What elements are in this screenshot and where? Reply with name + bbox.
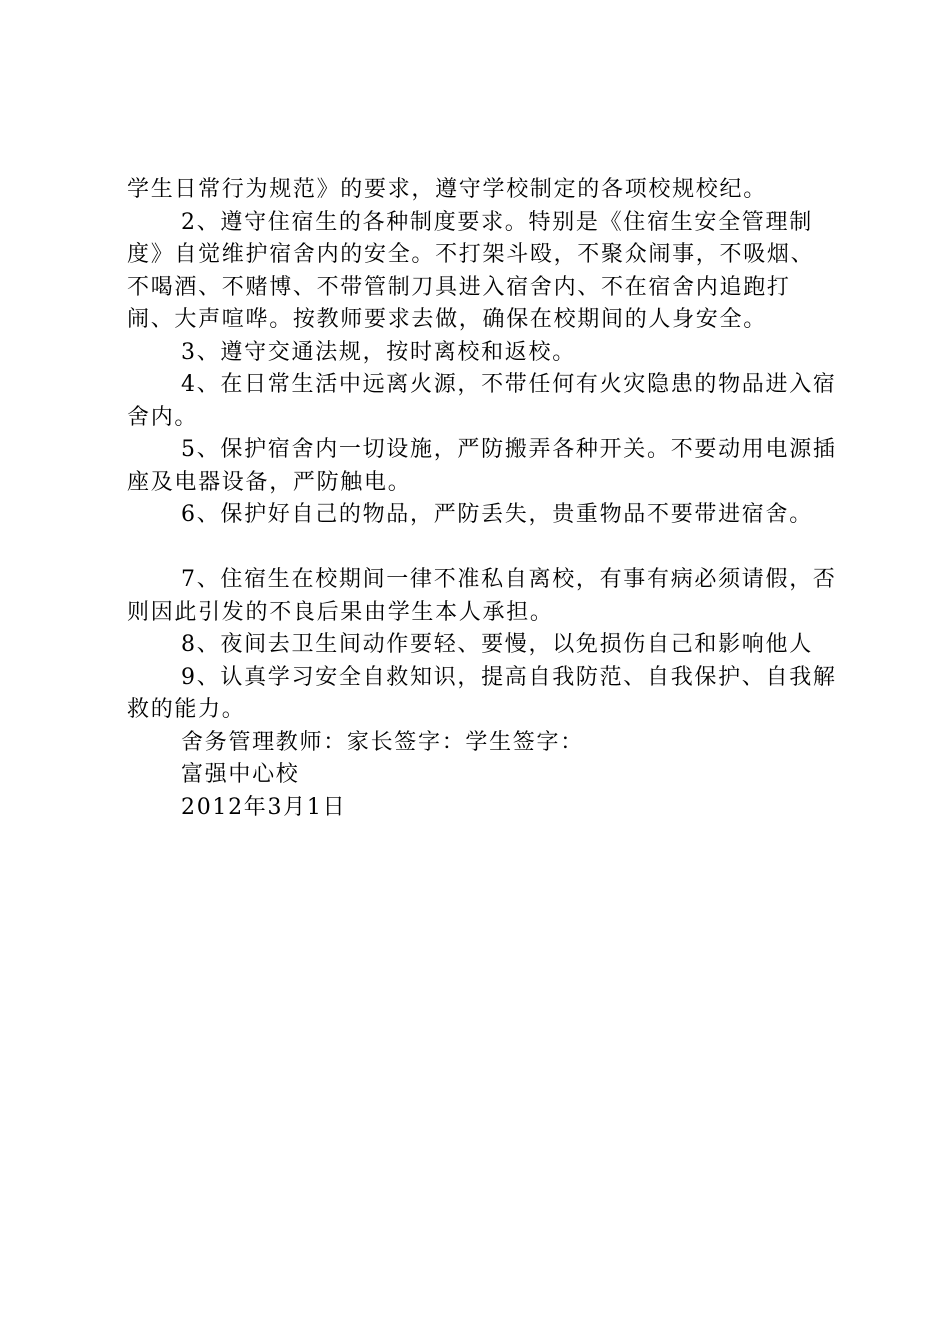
blank-line: [127, 532, 837, 565]
paragraph-rule-4: 4、在日常生活中远离火源，不带任何有火灾隐患的物品进入宿舍内。: [127, 372, 837, 430]
paragraph-rule-5: 5、保护宿舍内一切设施，严防搬弄各种开关。不要动用电源插座及电器设备，严防触电。: [127, 437, 837, 495]
paragraph-rule-8: 8、夜间去卫生间动作要轻、要慢，以免损伤自己和影响他人: [181, 632, 813, 657]
signature-line: 舍务管理教师：家长签字：学生签字：: [181, 729, 584, 755]
document-body: [127, 174, 837, 824]
paragraph-rule-7: 7、住宿生在校期间一律不准私自离校，有事有病必须请假，否则因此引发的不良后果由学生本人承担。: [127, 567, 837, 625]
paragraph-rule-3: 3、遵守交通法规，按时离校和返校。: [181, 339, 576, 365]
school-name: 富强中心校: [181, 762, 300, 787]
paragraph-rule-2: 2、遵守住宿生的各种制度要求。特别是《住宿生安全管理制度》自觉维护宿舍内的安全。不打架斗殴，不聚众闹事，不吸烟、不喝酒、不赌博、不带管制刀具进入宿舍内、不在宿舍内追跑打闹、大声喧哗。按教师要求去做，确保在校期间的人身安全。: [127, 209, 815, 332]
document-date: 2012年3月1日: [181, 794, 347, 820]
paragraph-rule-9: 9、认真学习安全自救知识，提高自我防范、自我保护、自我解救的能力。: [127, 664, 837, 722]
paragraph-continuation: 学生日常行为规范》的要求，遵守学校制定的各项校规校纪。: [127, 177, 767, 202]
paragraph-rule-6: 6、保护好自己的物品，严防丢失，贵重物品不要带进宿舍。: [181, 502, 813, 527]
